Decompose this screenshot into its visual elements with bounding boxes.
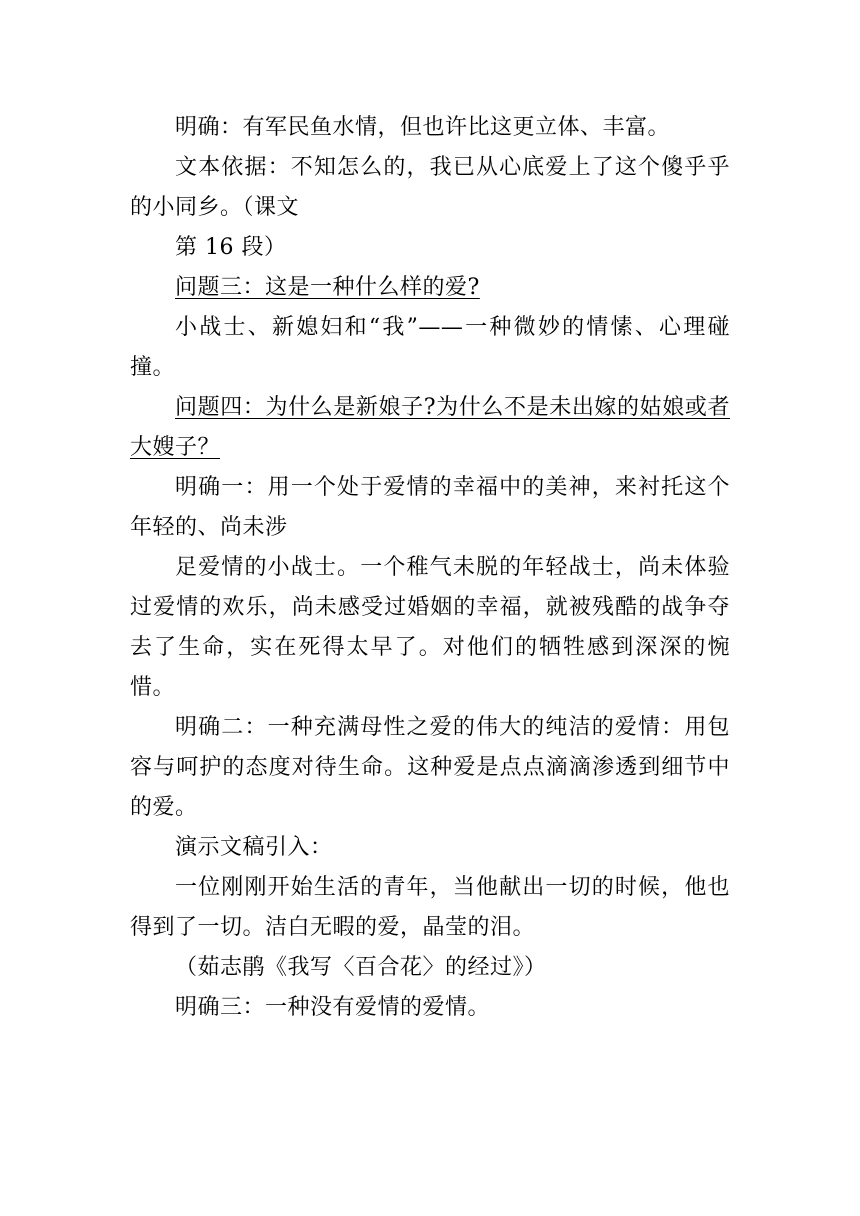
paragraph-clarification-intro: 明确：有军民鱼水情，但也许比这更立体、丰富。 xyxy=(175,115,671,140)
question-four xyxy=(130,388,730,468)
paragraph-quote-source: （茹志鹃《我写〈百合花〉的经过》） xyxy=(175,955,547,980)
paragraph-text-evidence: 文本依据：不知怎么的，我已从心底爱上了这个傻乎乎的小同乡。（课文 xyxy=(130,155,730,220)
paragraph-clarification-one-cont: 足爱情的小战士。一个稚气未脱的年轻战士，尚未体验过爱情的欢乐，尚未感受过婚姻的幸福，就被残酷的战争夺去了生命，实在死得太早了。对他们的牺牲感到深深的惋惜。 xyxy=(130,555,730,700)
document-body xyxy=(130,108,730,1028)
question-three-text: 问题三：这是一种什么样的爱? xyxy=(175,275,480,300)
paragraph-text-evidence-cont: 第 16 段） xyxy=(175,235,287,260)
question-three xyxy=(130,268,730,308)
paragraph-quote: 一位刚刚开始生活的青年，当他献出一切的时候，他也得到了一切。洁白无暇的爱，晶莹的泪。 xyxy=(130,875,730,940)
paragraph-clarification-one: 明确一：用一个处于爱情的幸福中的美神，来衬托这个年轻的、尚未涉 xyxy=(130,475,730,540)
paragraph-psychological-collision: 小战士、新媳妇和“我”——一种微妙的情愫、心理碰撞。 xyxy=(130,315,730,380)
paragraph-clarification-two: 明确二：一种充满母性之爱的伟大的纯洁的爱情：用包容与呵护的态度对待生命。这种爱是点点滴滴渗透到细节中的爱。 xyxy=(130,715,730,820)
question-four-text: 问题四：为什么是新娘子?为什么不是未出嫁的姑娘或者大嫂子？ xyxy=(130,395,730,460)
paragraph-slides-intro: 演示文稿引入： xyxy=(175,835,333,860)
paragraph-clarification-three: 明确三：一种没有爱情的爱情。 xyxy=(175,995,491,1020)
